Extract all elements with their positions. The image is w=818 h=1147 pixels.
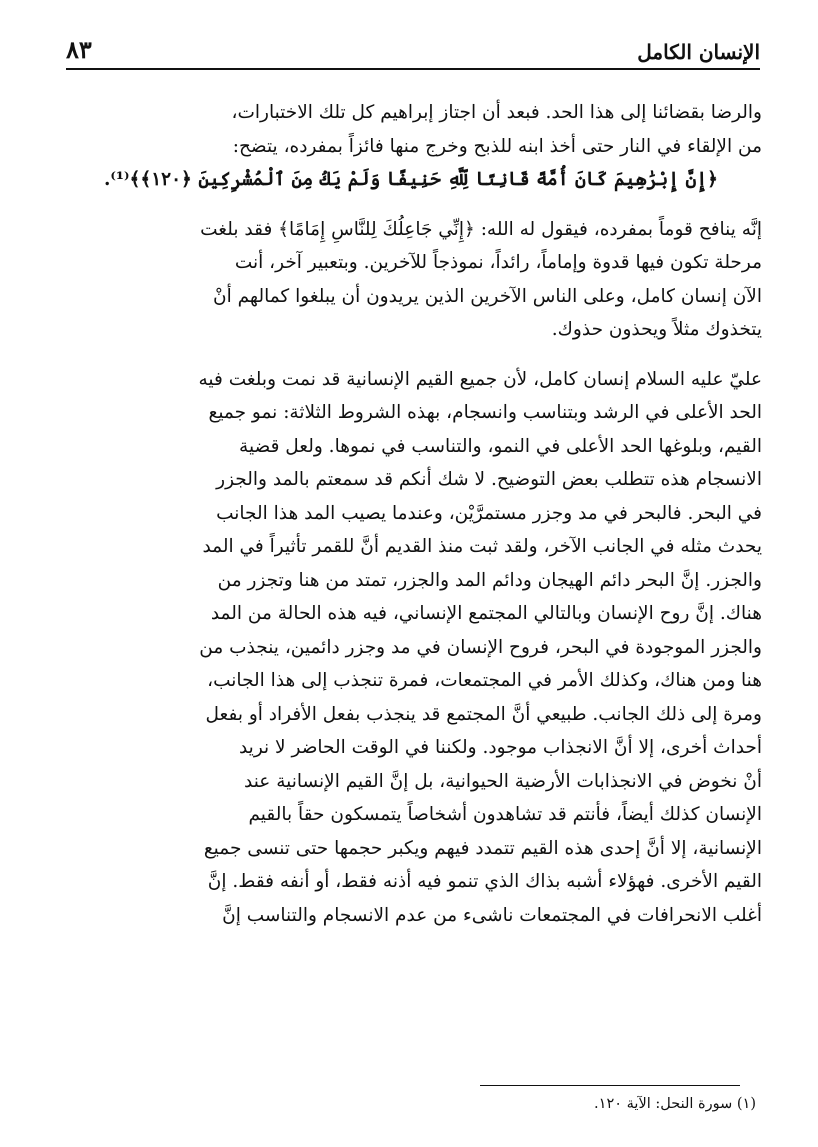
text-line: الإنسانية، إلا أنَّ إحدى هذه القيم تتمدد فيهم ويكبر حجمها حتى تنسى جميع <box>203 837 762 859</box>
header-rule <box>66 68 760 70</box>
paragraph-3 <box>60 363 762 933</box>
footnote: (١) سورة النحل: الآية ١٢٠. <box>594 1096 756 1112</box>
text-line: من الإلقاء في النار حتى أخذ ابنه للذبح وخرج منها فائزاً بمفرده، يتضح: <box>232 135 762 157</box>
text-line: أغلب الانحرافات في المجتمعات ناشىء من عدم الانسجام والتناسب إنَّ <box>222 904 762 926</box>
text-line: يتخذوك مثلاً ويحذون حذوك. <box>551 319 762 340</box>
page-header <box>66 28 760 64</box>
paragraph-1 <box>60 96 762 197</box>
text-line: ومرة إلى ذلك الجانب. طبيعي أنَّ المجتمع قد ينجذب بفعل الأفراد أو بفعل <box>205 703 762 725</box>
paragraph-2 <box>60 213 762 347</box>
text-line: إنَّه ينافح قوماً بمفرده، فيقول له الله: ﴿إِنِّي جَاعِلُكَ لِلنَّاسِ إِمَامًا﴾ فقد بلغت <box>200 218 762 240</box>
text-line: أحداث أخرى، إلا أنَّ الانجذاب موجود. ولكننا في الوقت الحاضر لا نريد <box>238 737 762 758</box>
quran-verse: ﴿إِنَّ إِبْرَٰهِيمَ كَانَ أُمَّةً قَانِتًا لِّلَّهِ حَنِيفًا وَلَمْ يَكُ مِنَ ٱلْمُشْرِكِينَ ﴿١٢٠﴾﴾⁽¹⁾. <box>103 169 719 190</box>
text-line: القيم، وبلوغها الحد الأعلى في النمو، والتناسب في نموها. ولعل قضية <box>239 435 762 457</box>
text-line: مرحلة تكون فيها قدوة وإماماً، رائداً، نموذجاً للآخرين. وبتعبير آخر، أنت <box>234 252 762 273</box>
text-line: يحدث مثله في الجانب الآخر، ولقد ثبت منذ القديم أنَّ للقمر تأثيراً في المد <box>202 536 762 557</box>
text-line: والجزر الموجودة في البحر، فروح الإنسان في مد وجزر دائمين، ينجذب من <box>199 636 762 658</box>
text-line: الحد الأعلى في الرشد وبتناسب وانسجام، بهذه الشروط الثلاثة: نمو جميع <box>208 402 762 423</box>
text-line: في البحر. فالبحر في مد وجزر مستمرَّيْن، وعندما يصيب المد هذا الجانب <box>216 502 762 524</box>
text-line: أنْ نخوض في الانجذابات الأرضية الحيوانية، بل إنَّ القيم الإنسانية عند <box>244 770 762 792</box>
text-line: عليّ عليه السلام إنسان كامل، لأن جميع القيم الإنسانية قد نمت وبلغت فيه <box>198 368 762 390</box>
text-line: القيم الأخرى. فهؤلاء أشبه بذاك الذي تنمو فيه أذنه فقط، أو أنفه فقط. إنَّ <box>207 871 762 892</box>
text-line: هنا ومن هناك، وكذلك الأمر في المجتمعات، فمرة تنجذب إلى هذا الجانب، <box>207 670 762 691</box>
text-line: الانسجام هذه تتطلب بعض التوضيح. لا شك أنكم قد سمعتم بالمد والجزر <box>216 469 762 490</box>
text-line: هناك. إنَّ روح الإنسان وبالتالي المجتمع الإنساني، فيه هذه الحالة من المد <box>210 603 762 624</box>
footnote-rule <box>480 1085 740 1086</box>
page-number: ٨٣ <box>66 35 92 64</box>
text-line: والرضا بقضائنا إلى هذا الحد. فبعد أن اجتاز إبراهيم كل تلك الاختبارات، <box>231 102 762 123</box>
running-title: الإنسان الكامل <box>637 40 760 64</box>
text-line: والجزر. إنَّ البحر دائم الهيجان ودائم المد والجزر، تمتد من هنا وتجزر من <box>217 569 762 591</box>
page-body <box>60 96 762 948</box>
text-line: الإنسان كذلك أيضاً، فأنتم قد تشاهدون أشخاصاً يتمسكون حقاً بالقيم <box>248 804 762 825</box>
text-line: الآن إنسان كامل، وعلى الناس الآخرين الذين يريدون أن يبلغوا كمالهم أنْ <box>213 285 762 307</box>
